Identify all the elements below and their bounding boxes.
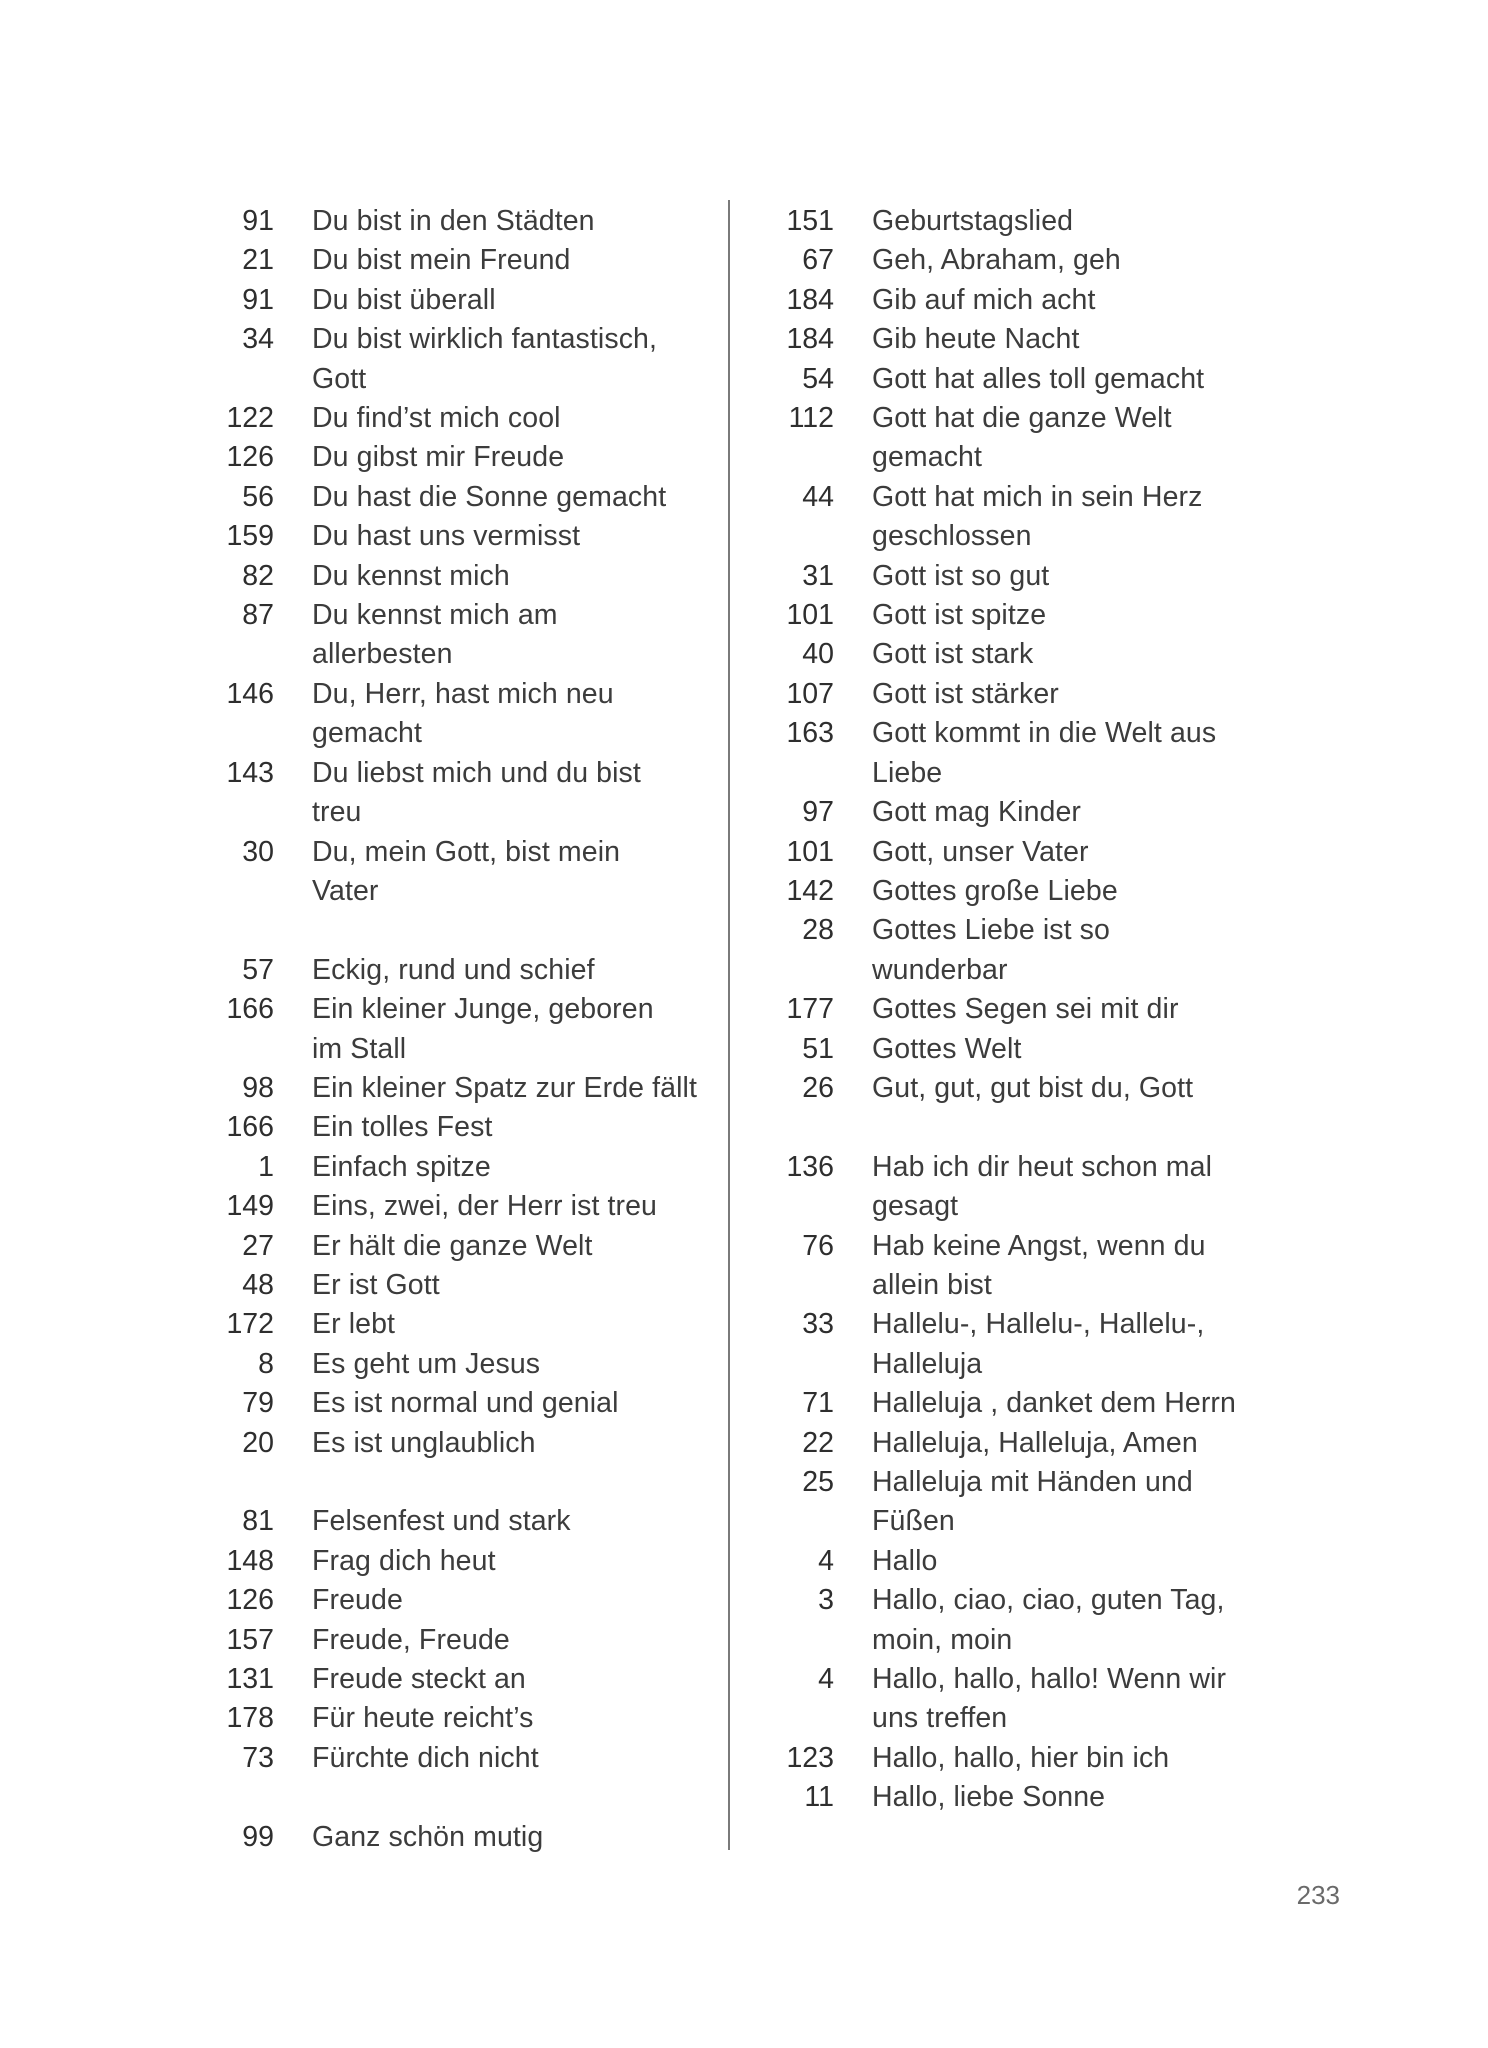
index-entry <box>770 1463 1270 1542</box>
index-entry <box>770 635 1270 674</box>
entry-page-number: 82 <box>242 559 274 592</box>
entry-page-number: 178 <box>226 1702 274 1735</box>
entry-page-number: 87 <box>242 599 274 632</box>
index-column-left <box>210 202 710 1857</box>
entry-title: Halleluja, Halleluja, Amen <box>872 1426 1198 1459</box>
entry-title: Du hast uns vermisst <box>312 520 581 553</box>
entry-page-number: 149 <box>226 1190 274 1223</box>
entry-page-number: 28 <box>802 914 834 947</box>
index-entry <box>210 557 710 596</box>
index-entry <box>210 1305 710 1344</box>
column-divider <box>728 200 730 1850</box>
entry-page-number: 67 <box>802 244 834 277</box>
entry-page-number: 148 <box>226 1544 274 1577</box>
index-entry <box>770 990 1270 1029</box>
entry-title: Gott hat mich in sein Herz geschlossen <box>872 480 1203 553</box>
entry-page-number: 146 <box>226 677 274 710</box>
entry-page-number: 122 <box>226 402 274 435</box>
entry-page-number: 136 <box>786 1150 834 1183</box>
entry-title: Gottes Segen sei mit dir <box>872 993 1179 1026</box>
entry-page-number: 71 <box>802 1387 834 1420</box>
index-entry <box>210 754 710 833</box>
entry-page-number: 163 <box>786 717 834 750</box>
entry-title: Gut, gut, gut bist du, Gott <box>872 1071 1194 1104</box>
entry-title: Gib heute Nacht <box>872 323 1080 356</box>
index-entry <box>210 1227 710 1266</box>
entry-page-number: 54 <box>802 362 834 395</box>
entry-page-number: 101 <box>786 599 834 632</box>
index-entry <box>210 478 710 517</box>
entry-title: Du kennst mich <box>312 559 510 592</box>
entry-title: Freude, Freude <box>312 1623 510 1656</box>
entry-title: Hallo, hallo, hier bin ich <box>872 1741 1170 1774</box>
entry-page-number: 151 <box>786 205 834 237</box>
entry-page-number: 166 <box>226 993 274 1026</box>
entry-page-number: 143 <box>226 756 274 789</box>
index-entry <box>770 911 1270 990</box>
index-entry <box>210 951 710 990</box>
entry-page-number: 123 <box>786 1741 834 1774</box>
entry-title: Er ist Gott <box>312 1268 440 1301</box>
entry-title: Du, Herr, hast mich neu gemacht <box>312 677 614 750</box>
index-entry <box>770 1542 1270 1581</box>
entry-page-number: 30 <box>242 835 274 868</box>
entry-page-number: 73 <box>242 1741 274 1774</box>
entry-page-number: 184 <box>786 283 834 316</box>
entry-title: Hallo <box>872 1544 938 1577</box>
entry-title: Freude steckt an <box>312 1663 526 1695</box>
entry-page-number: 166 <box>226 1111 274 1144</box>
index-entry <box>770 596 1270 635</box>
entry-title: Hab keine Angst, wenn du allein bist <box>872 1229 1206 1301</box>
index-entry <box>210 1502 710 1541</box>
index-entry <box>770 557 1270 596</box>
entry-page-number: 107 <box>786 677 834 710</box>
index-entry <box>770 241 1270 280</box>
entry-page-number: 57 <box>242 953 274 986</box>
index-entry <box>210 1187 710 1226</box>
index-entry <box>770 1660 1270 1739</box>
index-entry <box>210 1266 710 1305</box>
index-entry <box>770 202 1270 241</box>
entry-title: Ein kleiner Junge, geboren im Stall <box>312 993 654 1065</box>
entry-title: Halleluja mit Händen und Füßen <box>872 1465 1193 1538</box>
entry-page-number: 101 <box>786 835 834 868</box>
index-entry <box>770 1581 1270 1660</box>
entry-title: Halleluja , danket dem Herrn <box>872 1387 1236 1420</box>
index-entry <box>210 320 710 399</box>
entry-title: Gott ist stärker <box>872 677 1059 710</box>
index-entry <box>770 1424 1270 1463</box>
index-entry <box>210 1699 710 1738</box>
entry-title: Hab ich dir heut schon mal gesagt <box>872 1150 1213 1223</box>
entry-page-number: 126 <box>226 1584 274 1617</box>
entry-page-number: 79 <box>242 1387 274 1420</box>
entry-title: Es ist normal und genial <box>312 1387 619 1420</box>
entry-page-number: 177 <box>786 993 834 1026</box>
entry-page-number: 159 <box>226 520 274 553</box>
index-entry <box>770 1305 1270 1384</box>
entry-title: Felsenfest und stark <box>312 1505 571 1538</box>
entry-title: Er lebt <box>312 1308 396 1341</box>
index-entry <box>210 1739 710 1778</box>
index-entry <box>210 1148 710 1187</box>
index-entry <box>770 1227 1270 1306</box>
entry-page-number: 131 <box>226 1663 274 1695</box>
index-entry <box>770 360 1270 399</box>
entry-title: Du bist wirklich fantastisch, Gott <box>312 323 658 395</box>
entry-title: Geh, Abraham, geh <box>872 244 1121 277</box>
entry-title: Du, mein Gott, bist mein Vater <box>312 835 621 907</box>
entry-page-number: 20 <box>242 1426 274 1459</box>
entry-title: Du gibst mir Freude <box>312 441 565 474</box>
index-entry <box>210 399 710 438</box>
entry-page-number: 48 <box>242 1268 274 1301</box>
entry-page-number: 33 <box>802 1308 834 1341</box>
entry-title: Gottes Liebe ist so wunderbar <box>872 914 1110 986</box>
entry-title: Frag dich heut <box>312 1544 496 1577</box>
entry-page-number: 26 <box>802 1071 834 1104</box>
entry-page-number: 172 <box>226 1308 274 1341</box>
entry-title: Du bist in den Städten <box>312 205 595 237</box>
entry-title: Du bist überall <box>312 283 496 316</box>
entry-title: Gott hat alles toll gemacht <box>872 362 1205 395</box>
index-entry <box>210 241 710 280</box>
index-entry <box>210 1818 710 1857</box>
index-entry <box>210 438 710 477</box>
entry-title: Es geht um Jesus <box>312 1347 541 1380</box>
entry-page-number: 22 <box>802 1426 834 1459</box>
entry-title: Für heute reicht’s <box>312 1702 534 1735</box>
entry-title: Eckig, rund und schief <box>312 953 595 986</box>
entry-title: Er hält die ganze Welt <box>312 1229 593 1262</box>
entry-page-number: 112 <box>788 402 834 435</box>
index-entry <box>770 793 1270 832</box>
index-entry <box>210 1660 710 1699</box>
entry-title: Gott hat die ganze Welt gemacht <box>872 402 1172 474</box>
entry-page-number: 97 <box>802 796 834 829</box>
index-entry <box>210 1542 710 1581</box>
entry-title: Hallo, ciao, ciao, guten Tag, moin, moin <box>872 1584 1225 1656</box>
entry-title: Gott ist spitze <box>872 599 1047 632</box>
index-entry <box>210 1581 710 1620</box>
entry-title: Du find’st mich cool <box>312 402 561 435</box>
index-entry <box>770 399 1270 478</box>
index-entry <box>770 714 1270 793</box>
index-entry <box>770 1778 1270 1817</box>
entry-title: Gott mag Kinder <box>872 796 1082 829</box>
index-entry <box>210 281 710 320</box>
page-number: 233 <box>1296 1880 1340 1910</box>
entry-page-number: 76 <box>802 1229 834 1262</box>
entry-page-number: 126 <box>226 441 274 474</box>
entry-page-number: 184 <box>786 323 834 356</box>
index-entry <box>770 1030 1270 1069</box>
index-entry <box>210 990 710 1069</box>
index-entry <box>770 1384 1270 1423</box>
entry-page-number: 27 <box>242 1229 274 1262</box>
entry-page-number: 98 <box>242 1071 274 1104</box>
entry-title: Du kennst mich am allerbesten <box>312 599 558 671</box>
entry-page-number: 8 <box>258 1347 274 1380</box>
entry-title: Ganz schön mutig <box>312 1820 544 1853</box>
index-entry <box>770 833 1270 872</box>
entry-page-number: 4 <box>818 1544 834 1577</box>
index-entry <box>770 478 1270 557</box>
index-entry <box>210 1108 710 1147</box>
index-entry <box>770 872 1270 911</box>
entry-page-number: 3 <box>818 1584 834 1617</box>
entry-page-number: 157 <box>226 1623 274 1656</box>
entry-title: Gottes Welt <box>872 1032 1022 1065</box>
index-column-right <box>770 202 1270 1818</box>
entry-page-number: 142 <box>786 874 834 907</box>
index-entry <box>770 1069 1270 1108</box>
entry-page-number: 99 <box>242 1820 274 1853</box>
index-entry <box>210 1345 710 1384</box>
entry-page-number: 21 <box>242 244 274 277</box>
index-entry <box>210 1621 710 1660</box>
entry-page-number: 34 <box>242 323 274 356</box>
entry-title: Du bist mein Freund <box>312 244 571 277</box>
entry-title: Eins, zwei, der Herr ist treu <box>312 1190 657 1223</box>
index-entry <box>210 1424 710 1463</box>
index-entry <box>210 596 710 675</box>
index-entry <box>770 1739 1270 1778</box>
entry-title: Einfach spitze <box>312 1150 491 1183</box>
index-entry <box>210 833 710 912</box>
entry-title: Hallo, hallo, hallo! Wenn wir uns treffen <box>872 1663 1227 1735</box>
entry-page-number: 4 <box>818 1663 834 1696</box>
entry-page-number: 51 <box>802 1032 834 1065</box>
index-entry <box>770 675 1270 714</box>
index-entry <box>770 320 1270 359</box>
entry-page-number: 81 <box>242 1505 274 1538</box>
entry-title: Gott ist stark <box>872 638 1034 671</box>
index-entry <box>770 1148 1270 1227</box>
entry-page-number: 56 <box>242 480 274 513</box>
index-entry <box>210 517 710 556</box>
index-entry <box>210 675 710 754</box>
entry-page-number: 1 <box>258 1150 274 1183</box>
entry-page-number: 91 <box>242 205 274 237</box>
entry-page-number: 31 <box>802 559 834 592</box>
entry-title: Ein tolles Fest <box>312 1111 493 1144</box>
entry-title: Gott, unser Vater <box>872 835 1089 868</box>
entry-title: Gott kommt in die Welt aus Liebe <box>872 717 1217 789</box>
entry-title: Fürchte dich nicht <box>312 1741 539 1774</box>
entry-title: Gottes große Liebe <box>872 874 1118 907</box>
entry-title: Hallelu-, Hallelu-, Hallelu-, Halleluja <box>872 1308 1205 1380</box>
entry-title: Es ist unglaublich <box>312 1426 536 1459</box>
entry-page-number: 11 <box>804 1781 834 1814</box>
entry-page-number: 44 <box>802 480 834 513</box>
entry-title: Du hast die Sonne gemacht <box>312 480 667 513</box>
entry-page-number: 91 <box>242 283 274 316</box>
entry-title: Gott ist so gut <box>872 559 1050 592</box>
index-entry <box>210 202 710 241</box>
entry-title: Hallo, liebe Sonne <box>872 1781 1106 1814</box>
entry-title: Ein kleiner Spatz zur Erde fällt <box>312 1071 697 1104</box>
entry-title: Freude <box>312 1584 403 1617</box>
index-entry <box>210 1384 710 1423</box>
entry-title: Du liebst mich und du bist treu <box>312 756 641 829</box>
entry-title: Gib auf mich acht <box>872 283 1096 316</box>
entry-page-number: 40 <box>802 638 834 671</box>
entry-page-number: 25 <box>802 1465 834 1498</box>
entry-title: Geburtstagslied <box>872 205 1074 237</box>
index-entry <box>210 1069 710 1108</box>
index-entry <box>770 281 1270 320</box>
